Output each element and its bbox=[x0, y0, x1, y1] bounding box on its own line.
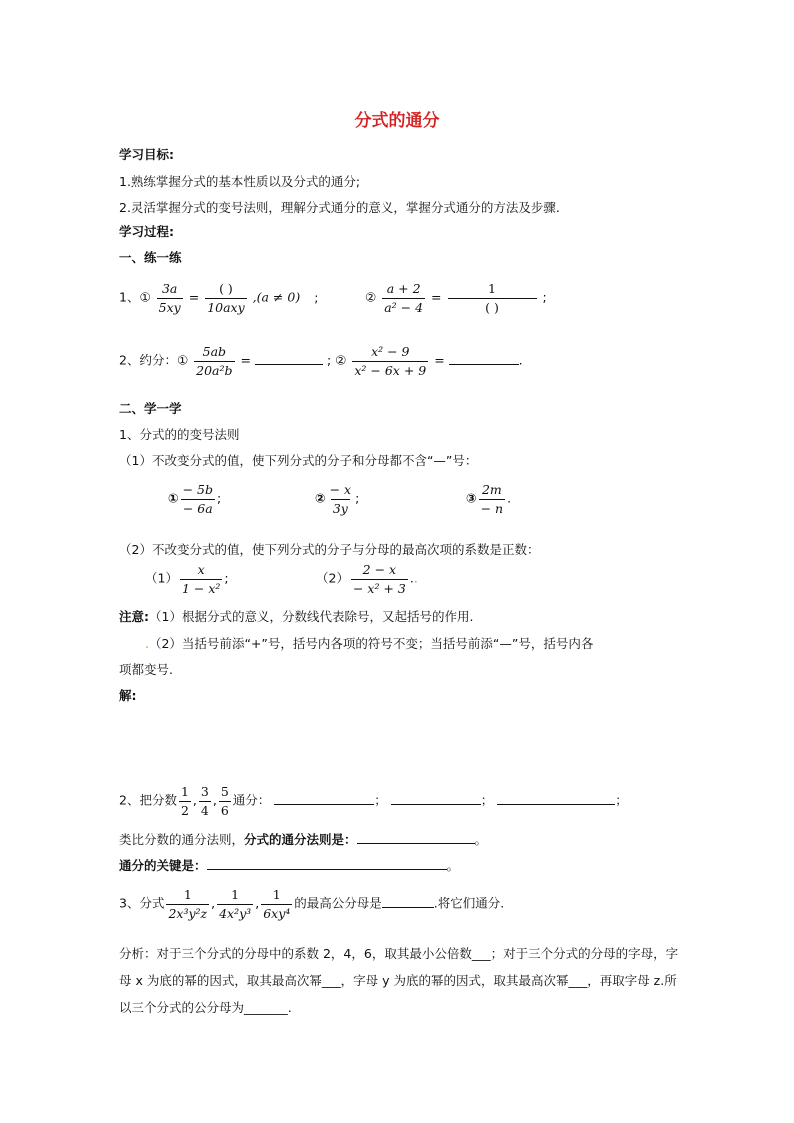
question-label: 2、约分：① bbox=[119, 352, 189, 368]
answer-blank[interactable] bbox=[497, 792, 615, 805]
key-line: 通分的关键是： 。 bbox=[119, 858, 460, 873]
fraction-blank: $\frac{1}{( )}$ bbox=[448, 281, 537, 315]
circled-number: ② bbox=[365, 289, 377, 305]
equals-sign: = bbox=[434, 352, 445, 368]
separator: ; bbox=[314, 289, 319, 305]
solve-label: 解: bbox=[119, 688, 137, 703]
question-label: 1、① bbox=[119, 289, 151, 305]
answer-blank[interactable] bbox=[274, 792, 374, 805]
instruction-2: （2）不改变分式的值，使下列分式的分子与分母的最高次项的系数是正数： bbox=[119, 542, 540, 557]
goal-item: 2.灵活掌握分式的变号法则，理解分式通分的意义，掌握分式通分的方法及步骤. bbox=[119, 200, 560, 215]
analogy-line: 类比分数的通分法则，分式的通分法则是： 。 bbox=[119, 832, 488, 847]
fraction: $\frac{a + 2}{\text{a² − 4}}$ bbox=[384, 281, 424, 315]
exercise-item: ② $\frac{- x}{3y}$ ; bbox=[315, 482, 360, 516]
fraction: $\frac{3a}{5xy}$ bbox=[158, 281, 181, 315]
question-common-denominator: 2、把分数 $\frac{1}{2}$ , $\frac{3}{4}$ , $\frac{5}{6}$ 通分： ； ； ； bbox=[119, 784, 628, 818]
question-3: 3、分式 $\frac{1}{\text{2x³y²z}}$ , $\frac{1}{\text{4x²y³}}$ , $\frac{1}{\text{6xy⁴}}$ 的最高公分母是 .将它们通分. bbox=[119, 887, 505, 921]
section1-heading: 一、练一练 bbox=[119, 250, 182, 265]
instruction-1: （1）不改变分式的值，使下列分式的分子和分母都不含“—”号： bbox=[119, 453, 478, 468]
note-line-2: .（2）当括号前添“+”号，括号内各项的符号不变；当括号前添“—”号，括号内各 bbox=[145, 636, 594, 651]
period: . bbox=[518, 352, 523, 368]
answer-blank[interactable] bbox=[449, 352, 519, 365]
answer-blank[interactable] bbox=[391, 792, 481, 805]
answer-blank[interactable] bbox=[357, 831, 475, 844]
analysis-paragraph: 分析：对于三个分式的分母中的系数 2，4，6，取其最小公倍数___；对于三个分式的分母的字母，字母 x 为底的幂的因式，取其最高次幂___，字母 y 为底的幂的因式，取其最高次幂___，再取字母 z.所以三个分式的公分母为_______. bbox=[119, 946, 679, 1015]
question-2 bbox=[119, 344, 523, 378]
answer-blank[interactable] bbox=[382, 895, 434, 908]
exercise-item: ③ $\frac{2m}{- n}$ . bbox=[466, 482, 512, 516]
equals-sign: = bbox=[188, 289, 200, 305]
note-line-1: 注意:（1）根据分式的意义，分数线代表除号，又起括号的作用. bbox=[119, 609, 474, 624]
note-line-3: 项都变号. bbox=[119, 662, 173, 677]
equals-sign: = bbox=[431, 289, 442, 305]
question-1-part2 bbox=[365, 281, 547, 315]
goals-heading: 学习目标: bbox=[119, 147, 174, 162]
fraction: $\frac{\text{x² − 9}}{\text{x² − 6x + 9}}$ bbox=[354, 344, 427, 378]
fraction-blank: $\frac{( )}{\text{10axy}}$ bbox=[207, 281, 245, 315]
fraction: $\frac{5ab}{\text{20a²b}}$ bbox=[196, 344, 233, 378]
separator: ; bbox=[542, 289, 547, 305]
page-title: 分式的通分 bbox=[354, 111, 440, 131]
process-heading: 学习过程: bbox=[119, 224, 174, 239]
exercise-item: ① $\frac{- 5b}{- 6a}$ ; bbox=[168, 482, 222, 516]
exercise-item: （2） $\frac{2 - x}{\text{− x² + 3}}$ .. bbox=[316, 562, 418, 596]
equals-sign: = bbox=[240, 352, 251, 368]
answer-blank[interactable] bbox=[207, 857, 447, 870]
rule-title: 1、分式的的变号法则 bbox=[119, 427, 240, 442]
separator: ; ② bbox=[326, 352, 347, 368]
answer-blank[interactable] bbox=[255, 352, 323, 365]
condition: ,(a ≠ 0) bbox=[252, 289, 301, 305]
question-1 bbox=[119, 281, 318, 315]
section2-heading: 二、学一学 bbox=[119, 401, 182, 416]
goal-item: 1.熟练掌握分式的基本性质以及分式的通分; bbox=[119, 174, 361, 189]
exercise-item: （1） $\frac{x}{\text{1 − x²}}$ ; bbox=[145, 562, 229, 596]
